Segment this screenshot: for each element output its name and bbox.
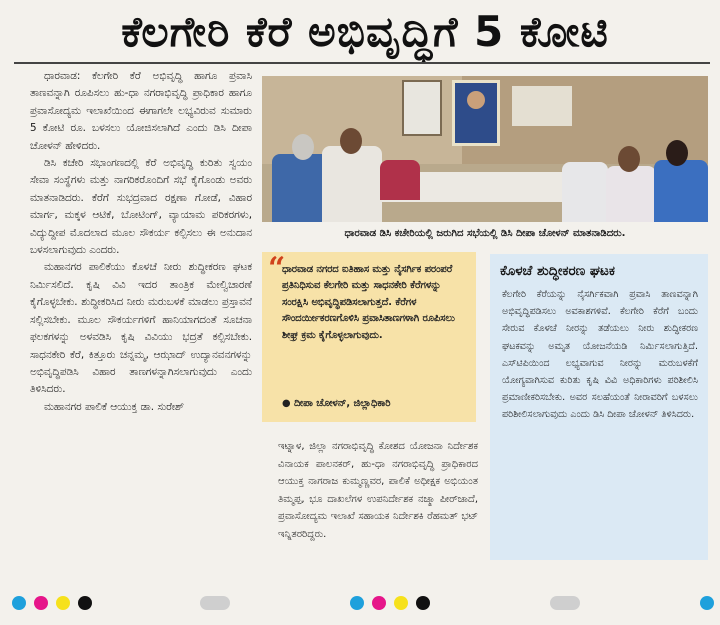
sidebar-box (490, 254, 708, 560)
sidebar-title: ಕೊಳಚೆ ಶುದ್ಧೀಕರಣ ಘಟಕ (500, 263, 615, 279)
article-left-column (30, 68, 252, 588)
quote-attribution: ● ದೀಪಾ ಚೋಳನ್, ಜಿಲ್ಲಾಧಿಕಾರಿ (282, 398, 391, 409)
photo-caption: ಧಾರವಾಡ ಡಿಸಿ ಕಚೇರಿಯಲ್ಲಿ ಜರುಗಿದ ಸಭೆಯಲ್ಲಿ ಡಿಸಿ ದೀಪಾ ಚೋಳನ್ ಮಾತನಾಡಿದರು. (344, 228, 626, 239)
article-paragraph-4: ಮಹಾನಗರ ಪಾಲಿಕೆ ಆಯುಕ್ತ ಡಾ. ಸುರೇಶ್ (44, 400, 185, 413)
headline-rule (14, 62, 710, 64)
quote-box (262, 252, 476, 422)
meeting-photo (262, 76, 708, 222)
headline: ಕೆಲಗೇರಿ ಕೆರೆ ಅಭಿವೃದ್ಧಿಗೆ 5 ಕೋಟಿ (121, 7, 609, 56)
quote-mark-icon: “ (268, 251, 286, 286)
article-middle-column: ಇಟ್ನಾಳ, ಜಿಲ್ಲಾ ನಗರಾಭಿವೃದ್ಧಿ ಕೋಶದ ಯೋಜನಾ ನಿರ್ದೇಶಕ ವಿನಾಯಕ ಪಾಲನಕರ್, ಹು-ಧಾ ನಗರಾಭಿವೃದ್ಧಿ ಪ್ರಾಧಿಕಾರದ ಆಯುಕ್ತ ನಾಗರಾಜ ಕುಮ್ಮಣ್ಣವರ, ಪಾಲಿಕೆ ಅಧೀಕ್ಷಕ ಅಭಿಯಂತ ತಿಮ್ಮಪ್ಪ, ಭೂ ದಾಖಲೆಗಳ ಉಪನಿರ್ದೇಶಕ ನಜ್ಮಾ ಪೀರ್‌ಜಾದೆ, ಪ್ರವಾಸೋದ್ಯಮ ಇಲಾಖೆ ಸಹಾಯಕ ನಿರ್ದೇಶಕಿ ರೆಹಮತ್ ಭಟ್ ಇನ್ನಿತರರಿದ್ದರು. (278, 441, 478, 540)
article-paragraph-3: ಮಹಾನಗರ ಪಾಲಿಕೆಯು ಕೊಳಚೆ ನೀರು ಶುದ್ಧೀಕರಣ ಘಟಕ ನಿರ್ಮಿಸಲಿದೆ. ಕೃಷಿ ವಿವಿ ಇದರ ತಾಂತ್ರಿಕ ಮೇಲ್ವಿಚಾರಣೆ ಕೈಗೊಳ್ಳಬೇಕು. ಶುದ್ಧೀಕರಿಸಿದ ನೀರು ಮರುಬಳಕೆ ಮಾಡಲು ಪ್ರಸ್ತಾವನೆ ಸಲ್ಲಿಸಬೇಕು. ಮೂಲ ಸೌಕರ್ಯಗಳಿಗೆ ಹಾನಿಯಾಗದಂತೆ ಸೂಚನಾ ಫಲಕಗಳನ್ನು ಅಳವಡಿಸಿ ಕೃಷಿ ವಿವಿಯು ಭದ್ರತೆ ಕಲ್ಪಿಸಬೇಕು. ಸಾಧನಕೇರಿ ಕೆರೆ, ಕಿತ್ತೂರು ಚನ್ನಮ್ಮ, ಆಝಾದ್ ಉದ್ಯಾನವನಗಳನ್ನು ಅಭಿವೃದ್ಧಿಪಡಿಸಿ ವಿಹಾರ ತಾಣಗಳನ್ನಾಗಿಸಲಾಗುವುದು ಎಂದು ತಿಳಿಸಿದರು. (30, 261, 252, 396)
portrait-frame (452, 80, 500, 146)
registration-target-left (200, 596, 230, 610)
quote-text: ಧಾರವಾಡ ನಗರದ ಐತಿಹಾಸ ಮತ್ತು ನೈಸರ್ಗಿಕ ಪರಂಪರೆ ಪ್ರತಿನಿಧಿಸುವ ಕೆಲಗೇರಿ ಮತ್ತು ಸಾಧನಕೇರಿ ಕೆರೆಗಳನ್ನು ಸಂರಕ್ಷಿಸಿ ಅಭಿವೃದ್ಧಿಪಡಿಸಲಾಗುತ್ತದೆ. ಕೆರೆಗಳ ಸೌಂದರ್ಯೀಕರಣಗೊಳಿಸಿ ಪ್ರವಾಸಿತಾಣಗಳಾಗಿ ರೂಪಿಸಲು ಶೀಘ್ರ ಕ್ರಮ ಕೈಗೊಳ್ಳಲಾಗುವುದು. (282, 264, 455, 341)
registration-dot (700, 596, 714, 610)
article-paragraph-1: ಧಾರವಾಡ: ಕೆಲಗೇರಿ ಕೆರೆ ಅಭಿವೃದ್ಧಿ ಹಾಗೂ ಪ್ರವಾಸಿ ತಾಣವನ್ನಾಗಿ ರೂಪಿಸಲು ಹು-ಧಾ ನಗರಾಭಿವೃದ್ಧಿ ಪ್ರಾಧಿಕಾರ ಹಾಗೂ ಪ್ರವಾಸೋದ್ಯಮ ಇಲಾಖೆಯಿಂದ ಈಗಾಗಲೇ ಲಭ್ಯವಿರುವ ಸುಮಾರು 5 ಕೋಟಿ ರೂ. ಬಳಸಲು ಯೋಜಿಸಲಾಗಿದೆ ಎಂದು ಡಿಸಿ ದೀಪಾ ಚೋಳನ್ ಹೇಳಿದರು. (30, 70, 252, 152)
registration-target-right (550, 596, 580, 610)
sidebar-text: ಕೆಲಗೇರಿ ಕೆರೆಯನ್ನು ನೈಸರ್ಗಿಕವಾಗಿ ಪ್ರವಾಸಿ ತಾಣವನ್ನಾಗಿ ಅಭಿವೃದ್ಧಿಪಡಿಸಲು ಅವಕಾಶಗಳಿವೆ. ಕೆಲಗೇರಿ ಕೆರೆಗೆ ಬಂದು ಸೇರುವ ಕೊಳಚೆ ನೀರನ್ನು ತಡೆಯಲು ನೀರು ಶುದ್ಧೀಕರಣ ಘಟಕವನ್ನು ಅಮೃತ ಯೋಜನೆಯಡಿ ನಿರ್ಮಿಸಲಾಗುತ್ತಿದೆ. ಎಸ್‌ಟಿಪಿಯಿಂದ ಲಭ್ಯವಾಗುವ ನೀರನ್ನು ಮರುಬಳಕೆಗೆ ಯೋಗ್ಯವಾಗಿಸುವ ಕುರಿತು ಕೃಷಿ ವಿವಿ ಅಧಿಕಾರಿಗಳು ಪರಿಶೀಲಿಸಿ ಪ್ರಮಾಣೀಕರಿಸಬೇಕು. ಅವರ ಸಲಹೆಯಂತೆ ನೀರಾವರಿಗೆ ಬಳಸಲು ಪರಿಶೀಲಿಸಲಾಗುವುದು ಎಂದು ಡಿಸಿ ದೀಪಾ ಚೋಳನ್ ತಿಳಿಸಿದರು. (502, 289, 698, 421)
article-paragraph-2: ಡಿಸಿ ಕಚೇರಿ ಸಭಾಂಗಣದಲ್ಲಿ ಕೆರೆ ಅಭಿವೃದ್ಧಿ ಕುರಿತು ಸ್ವಯಂ ಸೇವಾ ಸಂಸ್ಥೆಗಳು ಮತ್ತು ನಾಗರಿಕರೊಂದಿಗೆ ಸಭೆ ಕೈಗೊಂಡು ಅವರು ಮಾತನಾಡಿದರು. ಕೆರೆಗೆ ಸುಭದ್ರವಾದ ರಕ್ಷಣಾ ಗೋಡೆ, ವಿಹಾರ ಮಾರ್ಗ, ಮಕ್ಕಳ ಆಟಿಕೆ, ಬೋಟಿಂಗ್, ವ್ಯಾಯಾಮ ಪರಿಕರಗಳು, ವಿದ್ಯುದ್ದೀಪ ಮೊದಲಾದ ಮೂಲ ಸೌಕರ್ಯ ಕಲ್ಪಿಸಲು ಈ ಅನುದಾನ ಬಳಸಲಾಗುವುದು ಎಂದರು. (30, 157, 252, 257)
